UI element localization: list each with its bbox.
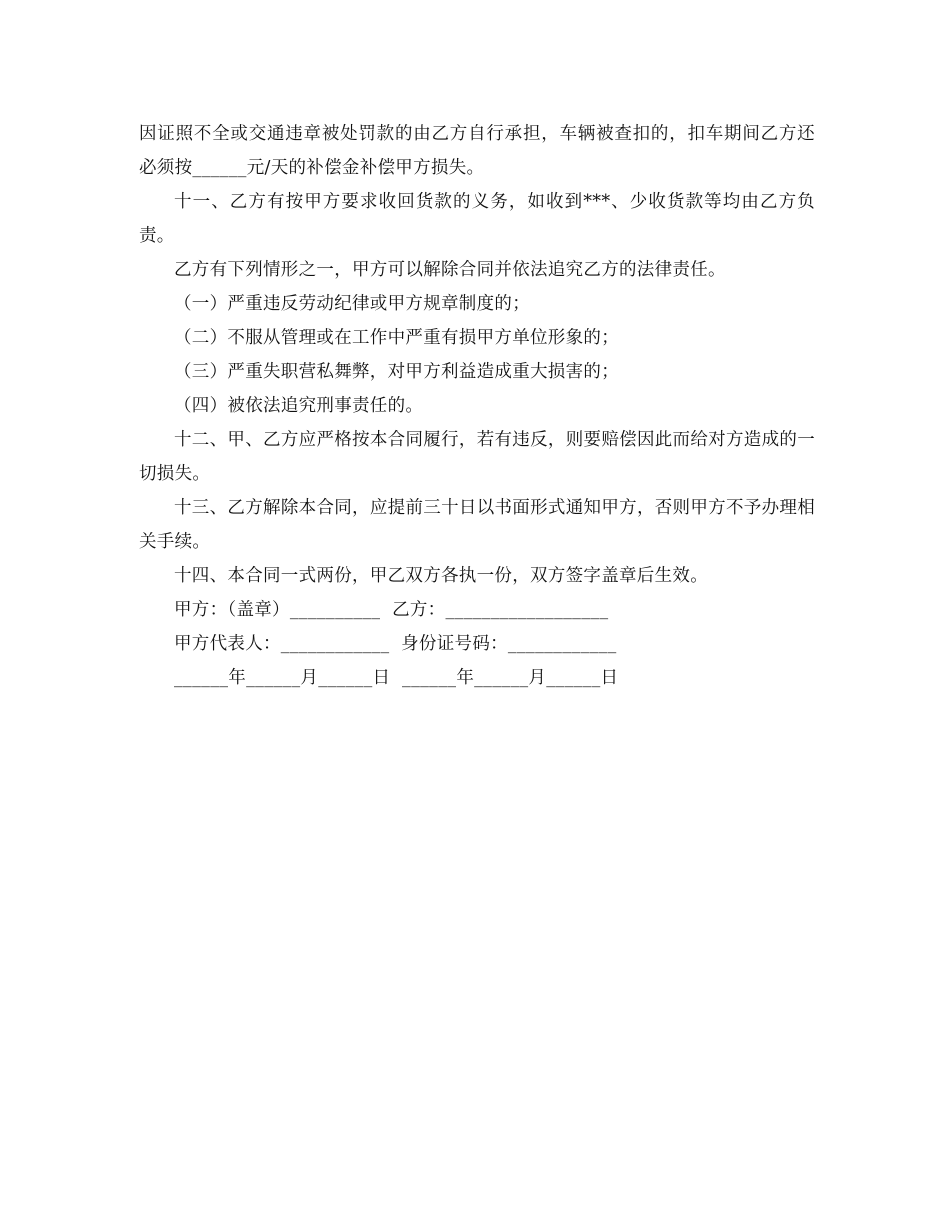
paragraph-termination-intro: 乙方有下列情形之一，甲方可以解除合同并依法追究乙方的法律责任。: [174, 260, 726, 280]
paragraph-item-1: （一）严重违反劳动纪律或甲方规章制度的；: [174, 294, 530, 314]
paragraph-clause-11: 十一、乙方有按甲方要求收回货款的义务，如收到***、少收货款等均由乙方负责。: [139, 192, 815, 246]
paragraph-continuation: 因证照不全或交通违章被处罚款的由乙方自行承担，车辆被查扣的，扣车期间乙方还必须按______元/天的补偿金补偿甲方损失。: [139, 124, 815, 178]
paragraph-clause-12: 十二、甲、乙方应严格按本合同履行，若有违反，则要赔偿因此而给对方造成的一切损失。: [139, 430, 815, 484]
signature-date-line: ______年______月______日 ______年______月______日: [174, 668, 619, 688]
signature-representative-line: 甲方代表人：____________ 身份证号码：____________: [174, 634, 617, 654]
signature-party-line: 甲方：（盖章）__________ 乙方：__________________: [174, 600, 609, 620]
paragraph-item-4: （四）被依法追究刑事责任的。: [174, 396, 424, 416]
contract-body: [139, 117, 815, 695]
paragraph-clause-14: 十四、本合同一式两份，甲乙双方各执一份，双方签字盖章后生效。: [174, 566, 708, 586]
paragraph-item-3: （三）严重失职营私舞弊，对甲方利益造成重大损害的；: [174, 362, 619, 382]
paragraph-clause-13: 十三、乙方解除本合同，应提前三十日以书面形式通知甲方，否则甲方不予办理相关手续。: [139, 498, 815, 552]
paragraph-item-2: （二）不服从管理或在工作中严重有损甲方单位形象的；: [174, 328, 619, 348]
